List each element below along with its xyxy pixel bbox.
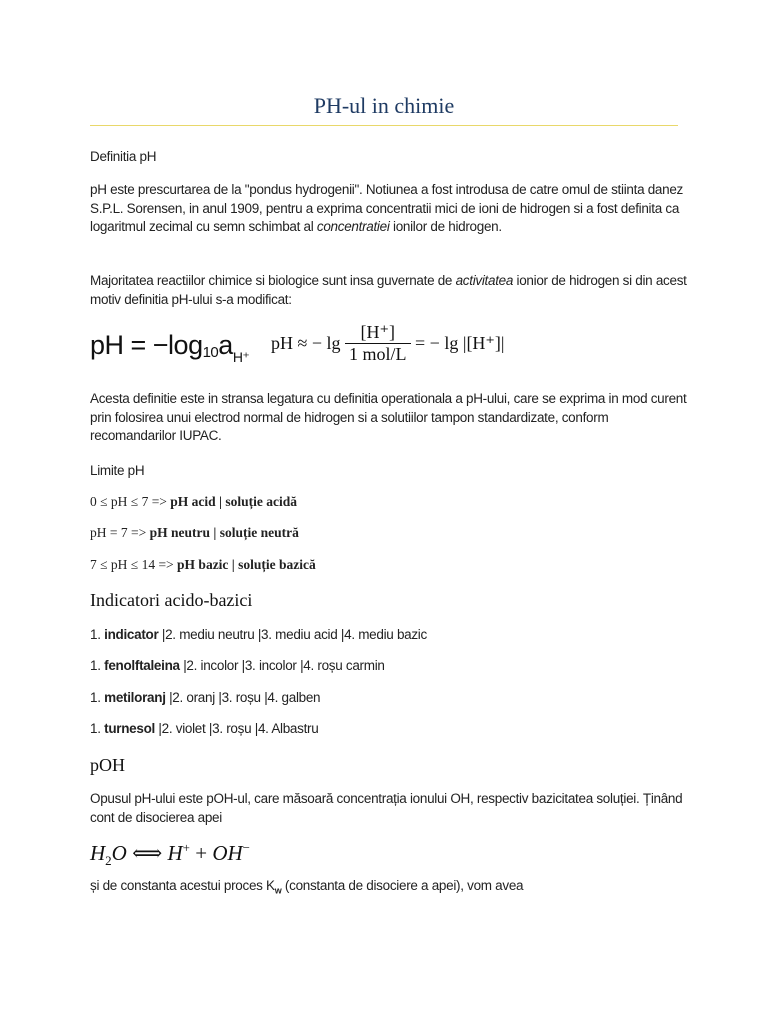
indicator-name: metiloranj: [104, 690, 166, 705]
formula-ph-activity: [90, 330, 249, 366]
indicator-values: |2. incolor |3. incolor |4. roșu carmin: [179, 658, 385, 673]
formula-conc-lhs: pH ≈ − lg: [271, 333, 341, 353]
indicator-number: 1.: [90, 721, 105, 736]
formula-h2o-o: O: [111, 841, 127, 865]
paragraph-definition-italic: concentratiei: [316, 219, 390, 234]
formula-ph-a: a: [218, 330, 233, 360]
limit-result: pH neutru | soluție neutră: [149, 525, 299, 540]
paragraph-definition: [90, 181, 690, 237]
formula-ph-lhs: pH = −log: [90, 330, 203, 360]
formula-plus: +: [195, 841, 208, 865]
indicator-values: |2. violet |3. roșu |4. Albastru: [154, 721, 319, 736]
indicator-row-turnesol: [90, 720, 690, 739]
limit-row-basic: [90, 556, 690, 575]
formula-ph-log-base: 10: [202, 344, 219, 361]
formula-oh-ion: OH: [212, 841, 243, 865]
heading-poh: pOH: [90, 755, 125, 775]
formula-h2o-h: H: [90, 841, 106, 865]
paragraph-activity-italic: activitatea: [455, 273, 514, 288]
section-label-limite: Limite pH: [90, 463, 145, 478]
formula-ph-concentration: [271, 322, 505, 365]
paragraph-activity: [90, 272, 690, 309]
paragraph-operational: Acesta definitie este in stransa legatura cu definitia operationala a pH-ului, care se exprima in mod curent prin folosirea unui electrod normal de hidrogen si a solutiilor tampon standardizate, conform recomandarilor IUPAC.: [90, 391, 687, 443]
formula-conc-fraction: [345, 322, 411, 365]
indicator-row-header: [90, 626, 690, 645]
formula-h-charge: +: [182, 840, 190, 855]
indicator-name: indicator: [104, 627, 159, 642]
indicator-row-fenolftaleina: [90, 657, 690, 676]
paragraph-activity-text: Majoritatea reactiilor chimice si biologice sunt insa guvernate de: [90, 273, 456, 288]
formula-h-ion: H: [167, 841, 183, 865]
page-title: PH-ul in chimie: [313, 93, 455, 118]
limit-result: pH bazic | soluție bazică: [177, 557, 316, 572]
indicator-name: turnesol: [104, 721, 155, 736]
formula-water-dissociation: [90, 840, 250, 869]
formula-ph-subscript-h: H⁺: [232, 349, 250, 365]
paragraph-definition-end: ionilor de hidrogen.: [389, 219, 502, 234]
limit-condition: 0 ≤ pH ≤ 7 =>: [90, 494, 171, 509]
title-underline: [90, 125, 678, 126]
limit-row-acid: [90, 493, 690, 512]
paragraph-kw: [90, 877, 690, 900]
indicator-values: |2. mediu neutru |3. mediu acid |4. mediu bazic: [158, 627, 427, 642]
paragraph-kw-subscript: w: [274, 885, 282, 896]
section-label-definitia: Definitia pH: [90, 149, 157, 164]
limit-row-neutral: [90, 524, 690, 543]
formula-conc-numerator: [H⁺]: [345, 322, 411, 344]
paragraph-poh: Opusul pH-ului este pOH-ul, care măsoară concentrația ionului OH, respectiv bazicitatea soluției. Ținând cont de disocierea apei: [90, 791, 683, 825]
formula-h2o-sub: 2: [105, 853, 112, 869]
formula-conc-rhs: = − lg |[H⁺]|: [415, 333, 505, 353]
indicator-row-metiloranj: [90, 689, 690, 708]
indicator-values: |2. oranj |3. roșu |4. galben: [165, 690, 321, 705]
paragraph-definition-text: pH este prescurtarea de la "pondus hydrogenii". Notiunea a fost introdusa de catre omul de stiinta danez S.P.L. Sorensen, in anul 1909, pentru a exprima concentratii mici de ioni de hidrogen si a fost definita ca logaritmul zecimal cu semn schimbat al: [90, 182, 684, 234]
paragraph-kw-text: și de constanta acestui proces K: [90, 878, 275, 893]
indicator-number: 1.: [90, 658, 105, 673]
limit-condition: 7 ≤ pH ≤ 14 =>: [90, 557, 178, 572]
indicator-name: fenolftaleina: [104, 658, 180, 673]
paragraph-activity-end: ionior de hidrogen si din acest motiv definitia pH-ului s-a modificat:: [90, 273, 687, 307]
limit-condition: pH = 7 =>: [90, 525, 150, 540]
formula-conc-denominator: 1 mol/L: [349, 344, 407, 364]
limit-result: pH acid | soluție acidă: [170, 494, 298, 509]
formula-oh-charge: −: [242, 840, 250, 855]
paragraph-kw-end: (constanta de disociere a apei), vom avea: [281, 878, 524, 893]
indicator-number: 1.: [90, 627, 105, 642]
formula-equilibrium-arrow: ⟺: [132, 841, 163, 865]
heading-indicatori: Indicatori acido-bazici: [90, 590, 253, 610]
indicator-number: 1.: [90, 690, 105, 705]
